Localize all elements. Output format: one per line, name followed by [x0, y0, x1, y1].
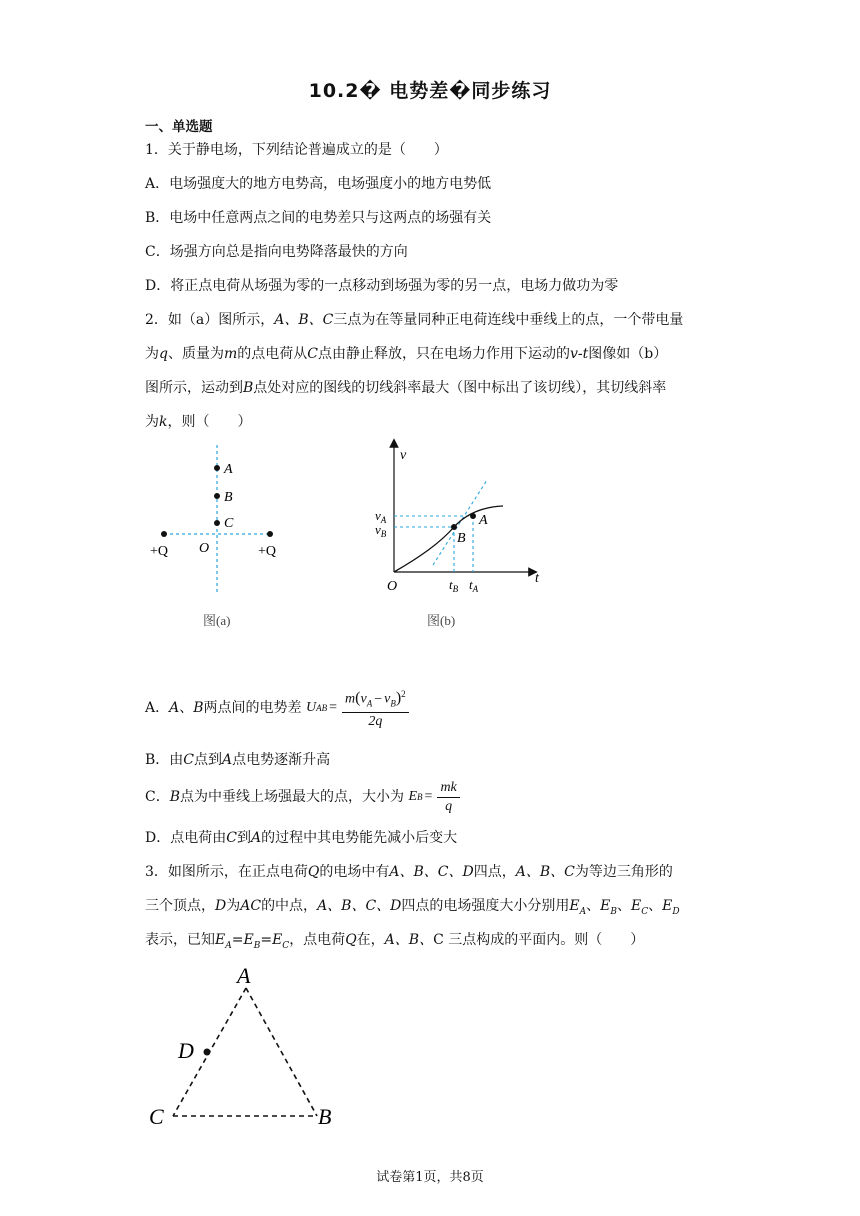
q3-stem-line1: 3．如图所示，在正点电荷Q的电场中有A、B、C、D四点，A、B、C为等边三角形的	[145, 864, 673, 880]
fig-b-label-ta: $t_A$	[469, 577, 479, 594]
triangle-label-a: A	[237, 963, 251, 988]
page-footer: 试卷第1页，共8页	[376, 1170, 484, 1185]
fig-b-label-t: t	[535, 571, 539, 586]
triangle-label-d: D	[178, 1038, 194, 1063]
triangle-label-c: C	[149, 1104, 164, 1129]
fig-a-label-a: A	[224, 462, 233, 477]
fig-a-label-q-right: +Q	[258, 544, 277, 559]
fig-a-charge-right	[267, 531, 273, 537]
triangle-side-ab	[246, 988, 317, 1116]
q2-stem-line1: 2．如（a）图所示，A、B、C三点为在等量同种正电荷连线中垂线上的点，一个带电量	[145, 312, 684, 328]
triangle-point-d	[204, 1049, 211, 1056]
fig-a-label-o: O	[199, 541, 210, 556]
q2-figure-b	[365, 435, 555, 635]
fig-a-point-a	[214, 465, 220, 471]
fig-b-point-a	[470, 513, 476, 519]
q2-option-a: A．A、B两点间的电势差 U AB = $\frac{m(v_A - v_B)^2}{2q}$	[145, 685, 409, 725]
q3-stem-line3: 表示，已知$E_A=E_B=E_C$，点电荷Q在，A、B、C 三点构成的平面内。则（ ）	[145, 932, 645, 951]
q1-option-d: D．将正点电荷从场强为零的一点移动到场强为零的另一点，电场力做功为零	[145, 278, 619, 294]
fig-b-label-va: $v_A$	[375, 508, 387, 525]
q3-figure-triangle	[145, 958, 355, 1133]
triangle-label-b: B	[318, 1104, 332, 1129]
q2-stem-line4: 为k，则（ ）	[145, 414, 252, 430]
fig-b-caption: 图(b)	[427, 613, 456, 628]
fig-b-point-b	[451, 524, 457, 530]
fig-a-point-c	[214, 520, 220, 526]
q1-option-c: C．场强方向总是指向电势降落最快的方向	[145, 244, 408, 260]
q1-option-b: B．电场中任意两点之间的电势差只与这两点的场强有关	[145, 210, 492, 226]
fig-b-label-b: B	[457, 531, 466, 546]
formula-eb: E B = $\frac{mk}{q}$	[408, 777, 459, 817]
fig-b-label-v: v	[400, 448, 407, 463]
fig-a-point-b	[214, 493, 220, 499]
q2-option-c: C．B点为中垂线上场强最大的点，大小为 E B = $\frac{mk}{q}$	[145, 777, 460, 817]
fig-b-label-o: O	[387, 579, 398, 594]
q2-stem-line3: 图所示，运动到B点处对应的图线的切线斜率最大（图中标出了该切线），其切线斜率	[145, 380, 667, 396]
q2-figure-a	[150, 435, 300, 635]
fig-b-label-a: A	[479, 513, 488, 528]
fig-a-label-c: C	[224, 516, 234, 531]
q3-stem-line2: 三个顶点，D为AC的中点，A、B、C、D四点的电场强度大小分别用$E_A$、$E_B$、$E_C$、$E_D$	[145, 898, 680, 917]
q1-stem: 1．关于静电场，下列结论普遍成立的是（ ）	[145, 142, 448, 158]
formula-uab: U AB = $\frac{m(v_A - v_B)^2}{2q}$	[306, 685, 409, 731]
q2-option-d: D．点电荷由C到A的过程中其电势能先减小后变大	[145, 830, 458, 846]
fig-b-label-vb: $v_B$	[375, 522, 387, 539]
section-heading: 一、单选题	[145, 119, 213, 135]
fig-a-charge-left	[161, 531, 167, 537]
page-title: 10.2� 电势差�同步练习	[308, 80, 552, 102]
fig-b-label-tb: $t_B$	[449, 577, 459, 594]
fig-a-caption: 图(a)	[203, 613, 231, 628]
fig-a-label-q-left: +Q	[150, 544, 169, 559]
fig-a-label-b: B	[224, 490, 233, 505]
q2-option-b: B．由C点到A点电势逐渐升高	[145, 752, 331, 768]
q1-option-a: A．电场强度大的地方电势高，电场强度小的地方电势低	[145, 176, 492, 192]
q2-stem-line2: 为q、质量为m的点电荷从C点由静止释放，只在电场力作用下运动的v-t图像如（b）	[145, 346, 668, 362]
